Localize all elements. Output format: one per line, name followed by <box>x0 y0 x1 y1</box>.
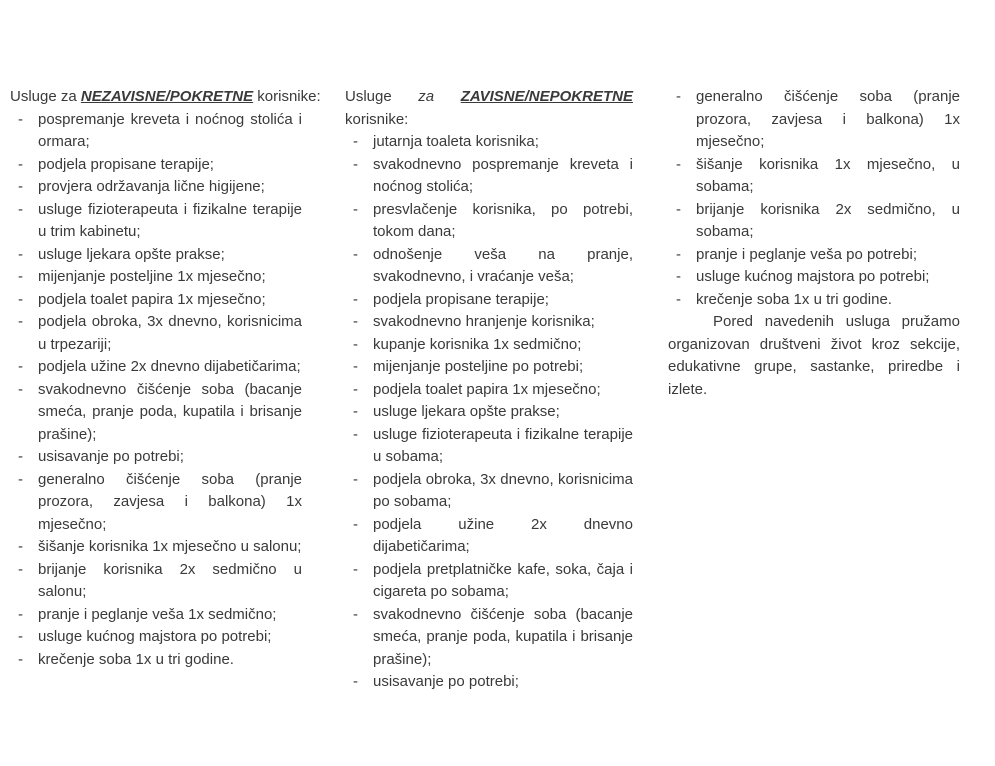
dash-marker: - <box>676 88 681 105</box>
dash-marker: - <box>18 110 23 128</box>
list-item <box>345 469 633 514</box>
dash-marker: - <box>676 155 681 173</box>
column-independent-users <box>10 86 321 671</box>
list-item-text: šišanje korisnika 1x mjesečno, u sobama; <box>696 155 960 195</box>
list-item <box>10 379 302 447</box>
list-item <box>10 176 302 199</box>
list-item-text: kupanje korisnika 1x sedmično; <box>373 335 582 353</box>
heading-suffix: korisnike: <box>253 88 321 105</box>
dash-marker: - <box>353 605 358 623</box>
list-item <box>668 154 960 199</box>
column-2-heading-line-2: korisnike: <box>345 110 409 128</box>
list-item <box>345 604 633 672</box>
dash-marker: - <box>353 335 358 353</box>
list-item <box>668 266 960 289</box>
list-item-text: podjela užine 2x dnevno dijabetičarima; <box>373 515 633 555</box>
heading-word-usluge: Usluge <box>345 88 392 105</box>
list-item <box>345 131 633 154</box>
dash-marker: - <box>676 200 681 218</box>
dependent-users-service-list <box>345 131 633 694</box>
dash-marker: - <box>18 155 23 173</box>
dash-marker: - <box>18 245 23 263</box>
dash-marker: - <box>18 358 23 375</box>
list-item <box>345 671 633 694</box>
column-dependent-users <box>345 86 633 694</box>
dash-marker: - <box>18 650 23 668</box>
list-item-text: usluge kućnog majstora po potrebi; <box>696 268 930 285</box>
list-item-text: odnošenje veša na pranje, svakodnevno, i vraćanje veša; <box>373 245 633 285</box>
list-item <box>345 154 633 199</box>
list-item-text: usisavanje po potrebi; <box>373 673 519 690</box>
dash-marker: - <box>353 200 358 218</box>
list-item-text: podjela obroka, 3x dnevno, korisnicima u trpezariji; <box>38 313 302 353</box>
column-1-heading <box>10 86 321 109</box>
heading-prefix: Usluge za <box>10 88 81 105</box>
list-item <box>668 199 960 244</box>
list-item <box>345 311 633 334</box>
list-item-text: svakodnevno hranjenje korisnika; <box>373 313 595 330</box>
independent-users-service-list <box>10 109 302 672</box>
dash-marker: - <box>676 245 681 263</box>
column-2-heading-line-1 <box>345 86 633 109</box>
list-item <box>10 446 302 469</box>
list-item-text: usluge kućnog majstora po potrebi; <box>38 628 272 645</box>
list-item <box>668 289 960 312</box>
list-item <box>345 379 633 402</box>
list-item-text: generalno čišćenje soba (pranje prozora, zavjesa i balkona) 1x mjesečno; <box>696 88 960 150</box>
list-item-text: usluge ljekara opšte prakse; <box>373 403 560 420</box>
list-item <box>10 626 302 649</box>
list-item-text: pranje i peglanje veša 1x sedmično; <box>38 605 277 623</box>
dash-marker: - <box>18 200 23 218</box>
list-item-text: podjela propisane terapije; <box>373 290 549 308</box>
dash-marker: - <box>353 290 358 308</box>
list-item <box>10 244 302 267</box>
list-item-text: svakodnevno čišćenje soba (bacanje smeća, pranje poda, kupatila i brisanje prašine); <box>373 605 633 668</box>
list-item <box>10 109 302 154</box>
list-item-text: podjela toalet papira 1x mjesečno; <box>38 290 266 308</box>
list-item-text: brijanje korisnika 2x sedmično u salonu; <box>38 560 302 600</box>
list-item <box>345 244 633 289</box>
list-item <box>345 424 633 469</box>
list-item <box>10 266 302 289</box>
list-item <box>10 649 302 672</box>
list-item <box>10 604 302 627</box>
list-item <box>10 469 302 537</box>
dash-marker: - <box>18 605 23 623</box>
list-item <box>10 356 302 379</box>
list-item-text: podjela obroka, 3x dnevno, korisnicima po sobama; <box>373 470 633 510</box>
dash-marker: - <box>18 470 23 488</box>
list-item-text: svakodnevno pospremanje kreveta i noćnog stolića; <box>373 155 633 195</box>
list-item <box>10 559 302 604</box>
list-item <box>10 289 302 312</box>
dash-marker: - <box>18 538 23 555</box>
dash-marker: - <box>353 358 358 375</box>
list-item <box>345 559 633 604</box>
dash-marker: - <box>353 470 358 488</box>
dash-marker: - <box>353 425 358 443</box>
dash-marker: - <box>18 380 23 398</box>
dash-marker: - <box>18 448 23 465</box>
list-item <box>668 244 960 267</box>
column-dependent-users-continued <box>668 86 960 401</box>
dash-marker: - <box>353 673 358 690</box>
list-item-text: šišanje korisnika 1x mjesečno u salonu; <box>38 538 302 555</box>
dash-marker: - <box>353 515 358 533</box>
list-item <box>345 199 633 244</box>
list-item-text: usluge fizioterapeuta i fizikalne terapije u sobama; <box>373 425 633 465</box>
list-item-text: pranje i peglanje veša po potrebi; <box>696 245 917 263</box>
list-item <box>10 154 302 177</box>
list-item <box>345 356 633 379</box>
dash-marker: - <box>353 245 358 263</box>
list-item-text: mijenjanje posteljine po potrebi; <box>373 358 584 375</box>
list-item-text: podjela pretplatničke kafe, soka, čaja i cigareta po sobama; <box>373 560 633 600</box>
dash-marker: - <box>353 403 358 420</box>
list-item-text: usluge fizioterapeuta i fizikalne terapije u trim kabinetu; <box>38 200 302 240</box>
dash-marker: - <box>353 155 358 173</box>
dash-marker: - <box>676 290 681 308</box>
dash-marker: - <box>676 268 681 285</box>
list-item-text: krečenje soba 1x u tri godine. <box>38 650 234 668</box>
dash-marker: - <box>353 133 358 150</box>
list-item-text: mijenjanje posteljine 1x mjesečno; <box>38 268 266 285</box>
list-item <box>668 86 960 154</box>
dependent-users-service-list-continued <box>668 86 960 311</box>
list-item-text: svakodnevno čišćenje soba (bacanje smeća, pranje poda, kupatila i brisanje prašine); <box>38 380 302 443</box>
dash-marker: - <box>353 560 358 578</box>
list-item-text: presvlačenje korisnika, po potrebi, tokom dana; <box>373 200 633 240</box>
dash-marker: - <box>18 178 23 195</box>
closing-paragraph: Pored navedenih usluga pružamo organizovan društveni život kroz sekcije, edukativne grupe, sastanke, priredbe i izlete. <box>668 313 960 398</box>
dash-marker: - <box>18 560 23 578</box>
dash-marker: - <box>353 313 358 330</box>
dash-marker: - <box>18 268 23 285</box>
list-item-text: jutarnja toaleta korisnika; <box>373 133 539 150</box>
list-item-text: generalno čišćenje soba (pranje prozora, zavjesa i balkona) 1x mjesečno; <box>38 470 302 533</box>
list-item <box>345 334 633 357</box>
list-item-text: pospremanje kreveta i noćnog stolića i ormara; <box>38 110 302 150</box>
list-item <box>345 289 633 312</box>
dash-marker: - <box>353 380 358 398</box>
list-item-text: brijanje korisnika 2x sedmično, u sobama; <box>696 200 960 240</box>
list-item-text: podjela propisane terapije; <box>38 155 214 173</box>
list-item-text: usluge ljekara opšte prakse; <box>38 245 225 263</box>
list-item-text: provjera održavanja lične higijene; <box>38 178 265 195</box>
list-item-text: podjela toalet papira 1x mjesečno; <box>373 380 601 398</box>
list-item <box>345 514 633 559</box>
dash-marker: - <box>18 313 23 330</box>
list-item <box>345 401 633 424</box>
list-item-text: krečenje soba 1x u tri godine. <box>696 290 892 308</box>
dash-marker: - <box>18 290 23 308</box>
heading-highlight-nezavisne-pokretne: NEZAVISNE/POKRETNE <box>80 88 254 105</box>
heading-word-za: za <box>418 88 435 105</box>
list-item <box>10 536 302 559</box>
list-item-text: usisavanje po potrebi; <box>38 448 184 465</box>
heading-highlight-zavisne-nepokretne: ZAVISNE/NEPOKRETNE <box>460 88 633 105</box>
list-item <box>10 199 302 244</box>
list-item <box>10 311 302 356</box>
dash-marker: - <box>18 628 23 645</box>
list-item-text: podjela užine 2x dnevno dijabetičarima; <box>38 358 301 375</box>
